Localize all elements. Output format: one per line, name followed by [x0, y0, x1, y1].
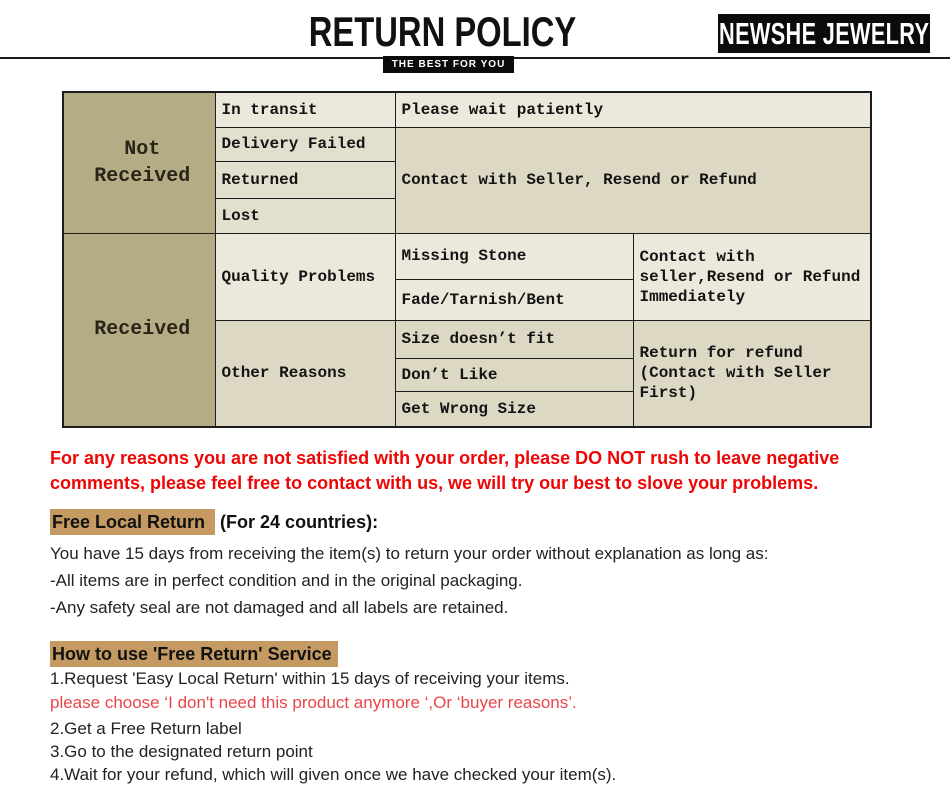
free-local-return-highlight: Free Local Return	[50, 509, 215, 535]
cell-fade-tarnish-bent: Fade/Tarnish/Bent	[395, 279, 633, 320]
free-return-condition-1: -All items are in perfect condition and in the original packaging.	[50, 571, 523, 590]
how-to-step-3: 3.Go to the designated return point	[50, 742, 313, 761]
cell-size-doesnt-fit: Size doesn’t fit	[395, 320, 633, 358]
group-received	[63, 233, 215, 427]
cell-wait-patiently: Please wait patiently	[395, 92, 871, 127]
cell-returned: Returned	[215, 161, 395, 198]
free-return-condition-2: -Any safety seal are not damaged and all labels are retained.	[50, 598, 509, 617]
tagline-text: THE BEST FOR YOU	[391, 59, 506, 70]
cell-contact-immediately: Contact with seller,Resend or Refund Immediately	[633, 233, 871, 320]
how-to-step-1-note: please choose ‘I don't need this product anymore ‘,Or ‘buyer reasons’.	[50, 693, 577, 712]
cell-delivery-failed: Delivery Failed	[215, 127, 395, 161]
negative-feedback-notice: For any reasons you are not satisfied with your order, please DO NOT rush to leave negative comments, please feel free to contact with us, we will try our best to slove your problems.	[50, 448, 840, 493]
cell-other-reasons: Other Reasons	[215, 320, 395, 427]
free-local-return-suffix: (For 24 countries):	[215, 512, 379, 532]
cell-dont-like: Don’t Like	[395, 358, 633, 391]
cell-quality-problems: Quality Problems	[215, 233, 395, 320]
how-to-step-1: 1.Request 'Easy Local Return' within 15 days of receiving your items.	[50, 669, 570, 688]
free-local-return-heading	[50, 512, 890, 533]
cell-missing-stone: Missing Stone	[395, 233, 633, 279]
brand-logo	[718, 14, 930, 53]
how-to-step-2: 2.Get a Free Return label	[50, 719, 242, 738]
how-to-use-heading	[50, 644, 890, 665]
return-policy-table	[62, 91, 872, 428]
how-to-step-4: 4.Wait for your refund, which will given once we have checked your item(s).	[50, 765, 617, 784]
cell-in-transit: In transit	[215, 92, 395, 127]
cell-contact-seller: Contact with Seller, Resend or Refund	[395, 127, 871, 233]
free-return-intro: You have 15 days from receiving the item(s) to return your order without explanation as long as:	[50, 544, 769, 563]
page-title: RETURN POLICY	[309, 8, 577, 55]
group-not-received	[63, 92, 215, 233]
cell-lost: Lost	[215, 198, 395, 233]
brand-name: NEWSHE JEWELRY	[718, 15, 930, 51]
group-not-received-label: Not Received	[94, 137, 191, 188]
how-to-use-highlight: How to use 'Free Return' Service	[50, 641, 338, 667]
cell-return-for-refund: Return for refund (Contact with Seller First)	[633, 320, 871, 427]
group-received-label: Received	[94, 318, 191, 342]
tagline-badge	[383, 56, 514, 73]
cell-get-wrong-size: Get Wrong Size	[395, 391, 633, 427]
